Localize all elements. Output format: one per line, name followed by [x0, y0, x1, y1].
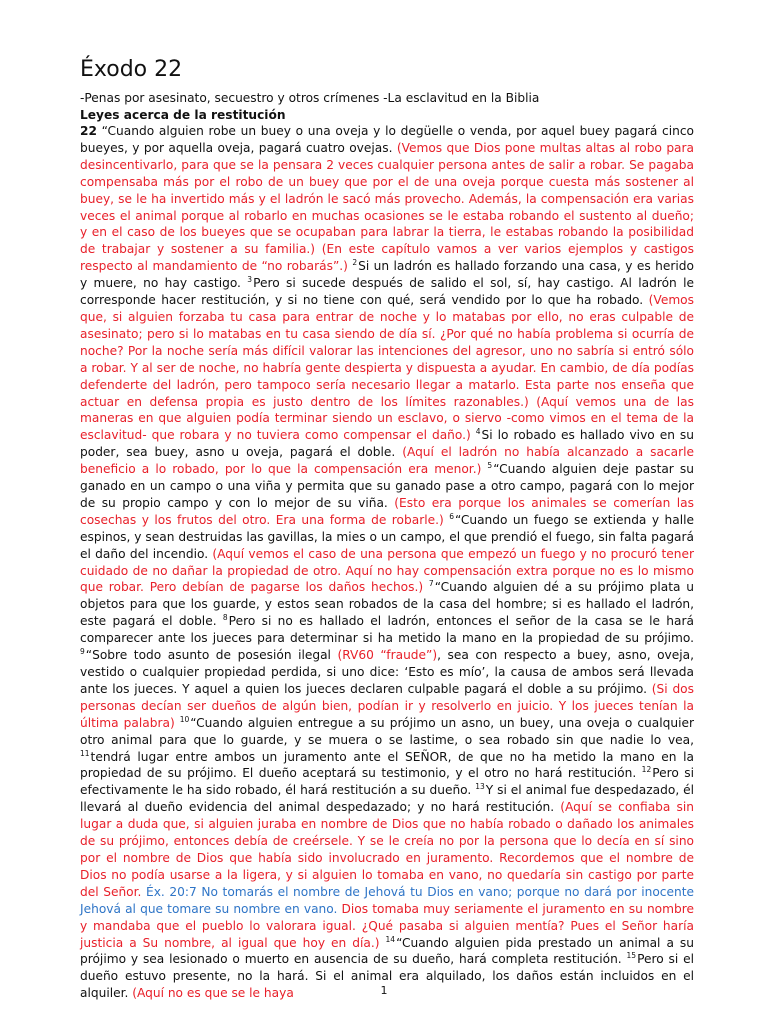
verse-number: 7 [428, 579, 434, 589]
commentary-text: (Esto era porque los animales se comerían las cosechas y los frutos del otro. Era una forma de robarle.) [80, 495, 694, 527]
verse-number: 6 [449, 511, 454, 521]
verse-text: “Cuando alguien deje pastar su ganado en un campo o una viña y permita que su ganado pase a otro campo, pagará con lo mejor de su propio campo y con lo mejor de su viña. [80, 462, 694, 510]
chapter-number: 22 [80, 124, 97, 138]
page-title: Éxodo 22 [80, 57, 183, 82]
verse-number: 5 [487, 461, 493, 471]
commentary-text: (Vemos que, si alguien forzaba tu casa para entrar de noche y lo matabas por ello, no eras culpable de asesinato; pero si lo matabas en tu casa siendo de día sí. ¿Por qué no había problema si ocurría de noche? Por la noche sería más difícil valorar las intenciones del agresor, uno no sabría si entró sólo a robar. Y al ser de noche, no habría gente despierta y dispuesta a ayudar. En cambio, de día podías defenderte del ladrón, pero tampoco sería necesario llegar a matarlo. Esta parte nos enseña que actuar en defensa propia es justo dentro de los límites razonables.) (Aquí vemos una de las maneras en que alguien podía terminar siendo un esclavo, o siervo -como vimos en el tema de la esclavitud- que robara y no tuviera como compensar el daño.) [80, 293, 694, 443]
verse-text: Si lo robado es hallado vivo en su poder, sea buey, asno u oveja, pagará el doble. [80, 428, 694, 460]
commentary-text: (Aquí vemos el caso de una persona que empezó un fuego y no procuró tener cuidado de no dañar la propiedad de otro. Aquí no hay compensación extra porque no es lo mismo que robar. Pero debían de pagarse los daños hechos.) [80, 546, 694, 595]
commentary-text: (Aquí se confiaba sin lugar a duda que, si alguien juraba en nombre de Dios que no había robado o dañado los animales de su prójimo, entonces debía de creérsele. Y se le creía no por la persona que lo decía en sí sino por el nombre de Dios que había sido involucrado en juramento. Recordemos que el nombre de Dios no podía usarse a la ligera, y si alguien lo tomaba en vano, no quedaría sin castigo por parte del Señor. [80, 800, 694, 899]
verse-number: 14 [385, 934, 396, 944]
verse-text: Pero si sucede después de salido el sol, sí, hay castigo. Al ladrón le corresponde hacer restitución, y si no tiene con qué, será vendido por lo que ha robado. [80, 276, 694, 308]
verse-text: Si un ladrón es hallado forzando una casa, y es herido y muere, no hay castigo. [80, 259, 694, 291]
verse-text: Pero si el dueño estuvo presente, no la hará. Si el animal era alquilado, los daños están incluidos en el alquiler. [80, 952, 694, 1001]
chapter-body [80, 123, 694, 1002]
verse-text: “Cuando un fuego se extienda y halle espinos, y sean destruidas las gavillas, la mies o un campo, el que prendió el fuego, sin falta pagará el daño del incendio. [80, 512, 694, 561]
commentary-text: (Aquí no es que se le haya [132, 986, 294, 1001]
commentary-text: Dios tomaba muy seriamente el juramento en su nombre y mandaba que el pueblo lo valorara igual. ¿Qué pasaba si alguien mentía? Pues el Señor haría justicia a Su nombre, al igual que hoy en día.) [80, 901, 694, 950]
page-number: 1 [380, 984, 388, 997]
commentary-text: (Si dos personas decían ser dueños de algún bien, podían ir y resolverlo en juicio. Y los jueces tenían la última palabra) [80, 681, 694, 730]
verse-number: 10 [179, 714, 190, 724]
verse-text: “Sobre todo asunto de posesión ilegal [85, 648, 338, 663]
verse-number: 11 [80, 748, 90, 758]
verse-text: tendrá lugar entre ambos un juramento ante el SEÑOR, de que no ha metido la mano en la propiedad de su prójimo. El dueño aceptará su testimonio, y el otro no hará restitución. [80, 749, 694, 781]
verse-number: 2 [352, 258, 358, 268]
commentary-text: (Vemos que Dios pone multas altas al robo para desincentivarlo, para que se la pensara 2 veces cualquier persona antes de salir a robar. Se pagaba compensaba más por el robo de un buey que por el de una oveja porque cuesta más sostener al buey, se le ha invertido más y el ladrón le sacó más provecho. Además, la compensación era varias veces el animal porque al robarlo en muchas ocasiones se le estaba robando el sustento al dueño; y en el caso de los bueyes que se ocupaban para labrar la tierra, le estabas robando la posibilidad de trabajar y sostener a su familia.) (En este capítulo vamos a ver varios ejemplos y castigos respecto al mandamiento de “no robarás”.) [80, 140, 694, 274]
verse-number: 4 [475, 427, 481, 437]
verse-number: 3 [247, 275, 253, 285]
verse-number: 13 [475, 782, 485, 792]
commentary-text: (RV60 “fraude”) [337, 648, 438, 663]
verse-text: “Cuando alguien pida prestado un animal a su prójimo y sea lesionado o muerto en ausencia de su dueño, hará completa restitución. [80, 935, 694, 967]
verse-text: , sea con respecto a buey, asno, oveja, vestido o cualquier propiedad perdida, si uno dice: ‘Esto es mío’, la causa de ambos será llevada ante los jueces. Y aquel a quien los jueces declaren culpable pagará el doble a su prójimo. [80, 648, 694, 696]
verse-number: 12 [641, 765, 652, 775]
chapter-text [80, 124, 694, 1000]
verse-text: “Cuando alguien entregue a su prójimo un asno, un buey, una oveja o cualquier otro animal para que lo guarde, y se muera o se lastime, o sea robado sin que nadie lo vea, [80, 715, 694, 747]
document-page [80, 58, 694, 1002]
verse-number: 8 [222, 613, 228, 623]
verse-text: “Cuando alguien robe un buey o una oveja y lo degüelle o venda, por aquel buey pagará cinco bueyes, y por aquella oveja, pagará cuatro ovejas. [80, 124, 694, 155]
verse-number: 15 [626, 951, 637, 961]
section-heading: Leyes acerca de la restitución [80, 108, 286, 122]
verse-number: 9 [80, 647, 85, 657]
verse-text: Y si el animal fue despedazado, él llevará al dueño evidencia del animal despedazado; y no hará restitución. [80, 783, 695, 815]
commentary-text: (Aquí el ladrón no había alcanzado a sacarle beneficio a lo robado, por lo que la compensación era menor.) [80, 445, 694, 477]
subtitle: -Penas por asesinato, secuestro y otros crímenes -La esclavitud en la Biblia [80, 91, 540, 105]
verse-text: Pero si efectivamente le ha sido robado, él hará restitución a su dueño. [80, 766, 694, 798]
verse-text: “Cuando alguien dé a su prójimo plata u objetos para que los guarde, y estos sean robados de la casa del hombre; si es hallado el ladrón, este pagará el doble. [80, 580, 695, 629]
scripture-reference: Éx. 20:7 No tomarás el nombre de Jehová tu Dios en vano; porque no dará por inocente Jehová al que tomare su nombre en vano. [80, 884, 694, 916]
verse-text: Pero si no es hallado el ladrón, entonces el señor de la casa se le hará comparecer ante los jueces para determinar si ha metido la mano en la propiedad de su prójimo. [80, 614, 694, 646]
